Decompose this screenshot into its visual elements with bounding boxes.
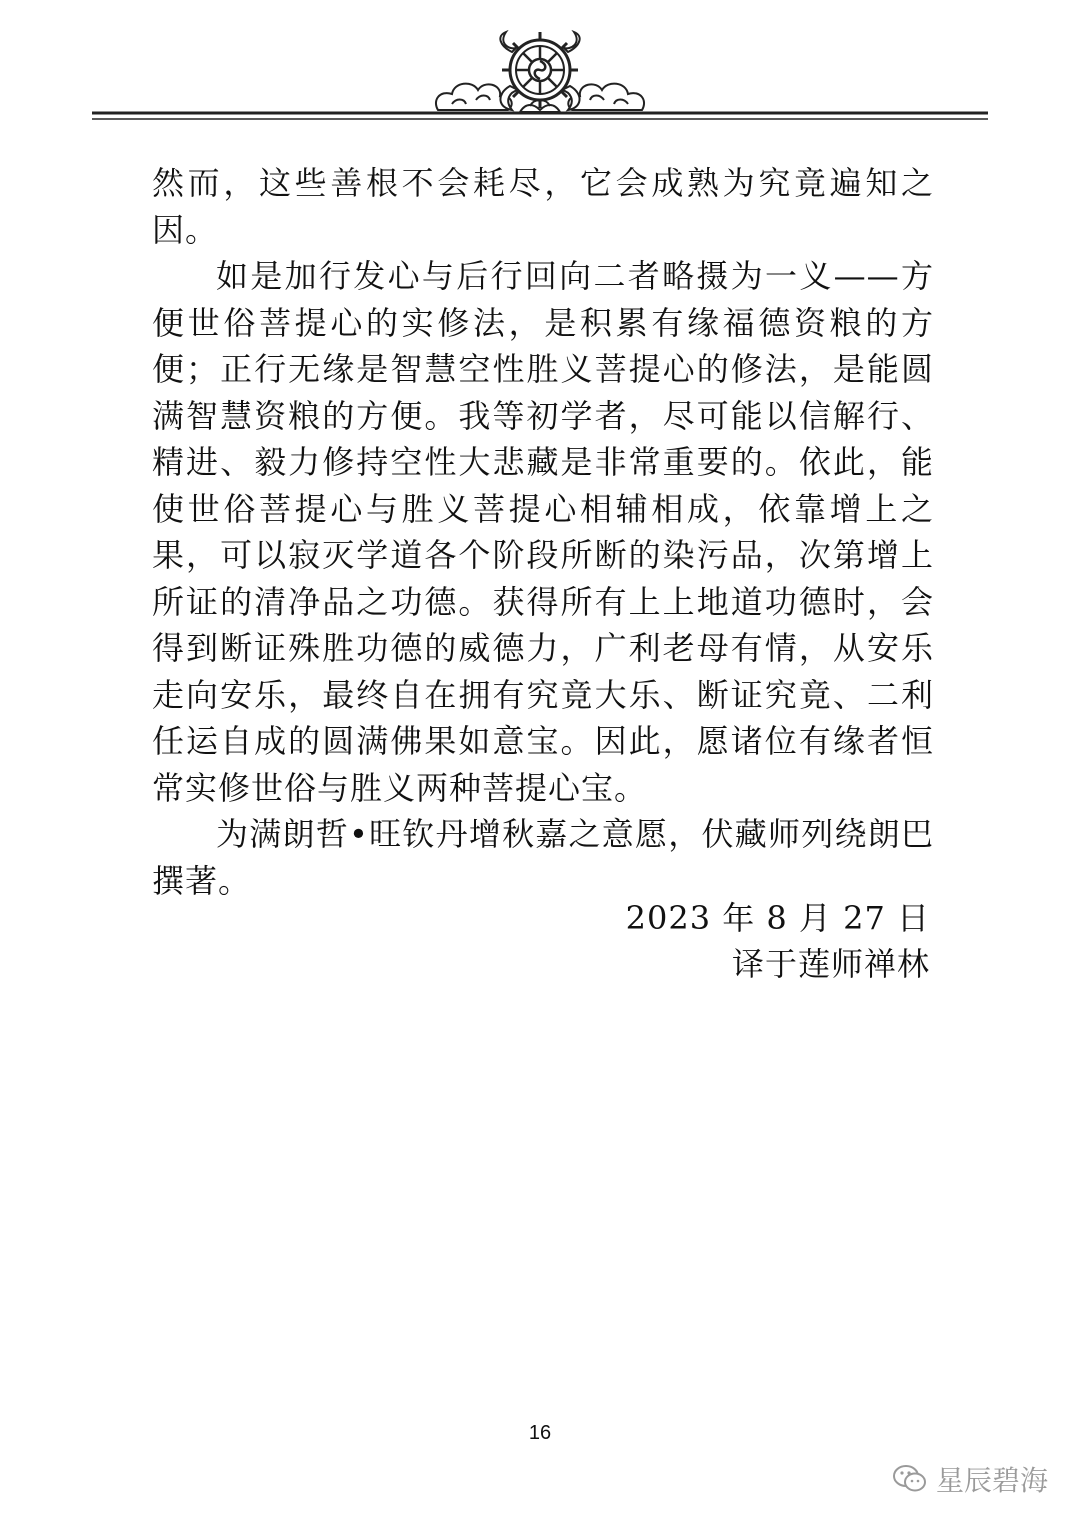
signature-place: 译于莲师禅林 — [731, 945, 930, 983]
watermark-text: 星辰碧海 — [935, 1464, 1048, 1497]
body-text — [152, 160, 934, 904]
dharma-wheel-icon — [500, 32, 579, 112]
paragraph: 为满朗哲•旺钦丹增秋嘉之意愿，伏藏师列绕朗巴撰著。 — [152, 815, 934, 900]
page-number: 16 — [528, 1422, 552, 1444]
watermark — [892, 1454, 1048, 1504]
signature-block — [626, 895, 930, 987]
signature-date: 2023 年 8 月 27 日 — [625, 899, 930, 937]
paragraph: 如是加行发心与后行回向二者略摄为一义——方便世俗菩提心的实修法，是积累有缘福德资粮的方便；正行无缘是智慧空性胜义菩提心的修法，是能圆满智慧资粮的方便。我等初学者，尽可能以信解行、精进、毅力修持空性大悲藏是非常重要的。依此，能使世俗菩提心与胜义菩提心相辅相成，依靠增上之果，可以寂灭学道各个阶段所断的染污品，次第增上所证的清净品之功德。获得所有上上地道功德时，会得到断证殊胜功德的威德力，广利老母有情，从安乐走向安乐，最终自在拥有究竟大乐、断证究竟、二利任运自成的圆满佛果如意宝。因此，愿诸位有缘者恒常实修世俗与胜义两种菩提心宝。 — [152, 257, 934, 807]
wechat-icon — [892, 1464, 928, 1494]
paragraph: 然而，这些善根不会耗尽，它会成熟为究竟遍知之因。 — [152, 164, 934, 249]
header-ornament — [0, 0, 1080, 140]
